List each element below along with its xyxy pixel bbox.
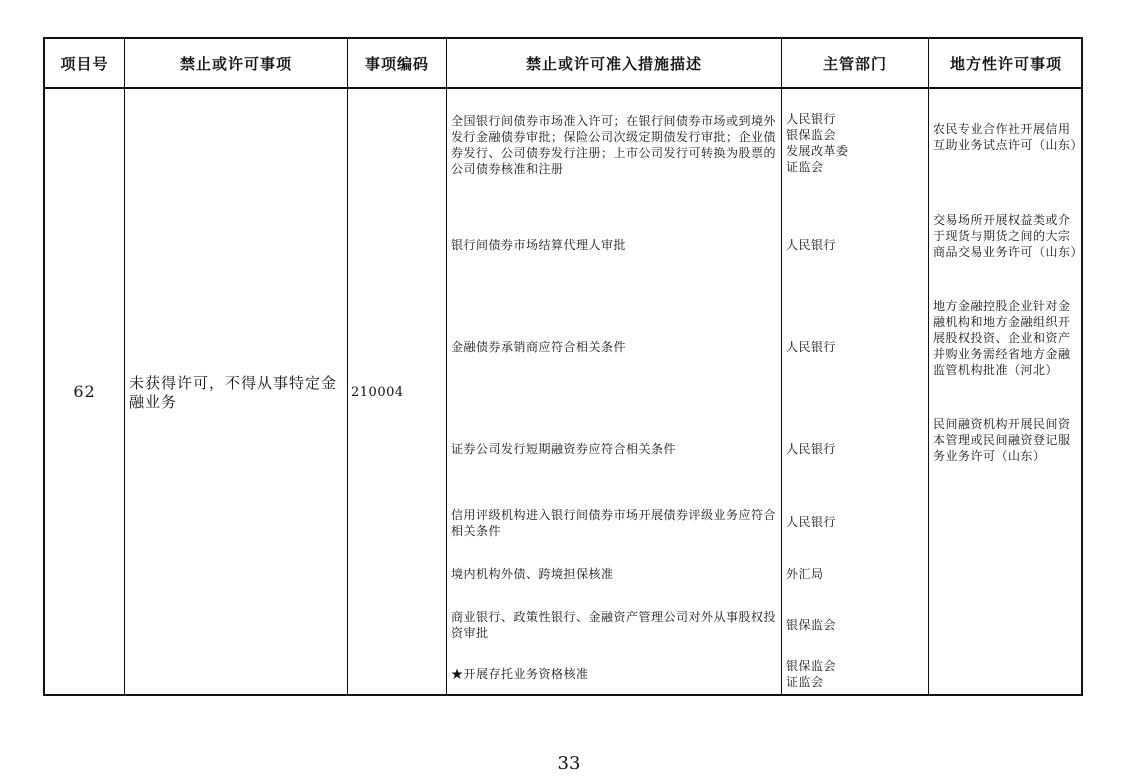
column-divider: [928, 39, 929, 694]
measure-text: ★开展存托业务资格核准: [451, 667, 589, 681]
department-text: 人民银行: [786, 340, 837, 354]
header-matter: 禁止或许可事项: [179, 55, 292, 73]
measure-text: 银行间债券市场结算代理人审批: [451, 238, 627, 252]
page-number: 33: [557, 753, 581, 774]
header-measures: 禁止或许可准入措施描述: [525, 55, 702, 73]
local-item-text: 交易场所开展权益类或介于现货与期货之间的大宗商品交易业务许可（山东）: [933, 213, 1084, 259]
column-divider: [781, 39, 782, 694]
local-item-text: 地方金融控股企业针对金融机构和地方金融组织开展股权投资、企业和资产并购业务需经省地方金融监管机构批准（河北）: [933, 299, 1071, 377]
department-text: 外汇局: [786, 567, 824, 581]
column-divider: [446, 39, 447, 694]
department-text: 银保监会: [786, 618, 837, 632]
department-text: 银保监会 证监会: [786, 659, 837, 689]
department-text: 人民银行: [786, 442, 837, 456]
department-text: 人民银行 银保监会 发展改革委 证监会: [786, 112, 849, 174]
local-item-text: 民间融资机构开展民间资本管理或民间融资登记服务业务许可（山东）: [933, 417, 1071, 463]
measure-text: 证券公司发行短期融资券应符合相关条件: [451, 442, 677, 456]
header-item-no: 项目号: [60, 55, 109, 73]
column-divider: [124, 39, 125, 694]
local-item-text: 农民专业合作社开展信用互助业务试点许可（山东）: [933, 122, 1084, 152]
department-text: 人民银行: [786, 238, 837, 252]
measure-text: 商业银行、政策性银行、金融资产管理公司对外从事股权投资审批: [451, 610, 777, 640]
matter-text: 未获得许可，不得从事特定金融业务: [129, 374, 338, 411]
item-number: 62: [73, 382, 96, 401]
item-code: 210004: [351, 385, 404, 400]
column-divider: [347, 39, 348, 694]
measure-text: 信用评级机构进入银行间债券市场开展债券评级业务应符合相关条件: [451, 508, 777, 538]
measure-text: 境内机构外债、跨境担保核准: [451, 567, 614, 581]
regulation-table: [43, 37, 1083, 696]
department-text: 人民银行: [786, 515, 837, 529]
header-local: 地方性许可事项: [949, 55, 1062, 73]
header-code: 事项编码: [364, 55, 429, 73]
measure-text: 全国银行间债券市场准入许可；在银行间债券市场或到境外发行金融债券审批；保险公司次级定期债发行审批；企业债券发行、公司债券发行注册；上市公司发行可转换为股票的公司债券核准和注册: [451, 114, 777, 176]
header-department: 主管部门: [822, 55, 887, 73]
measure-text: 金融债券承销商应符合相关条件: [451, 340, 627, 354]
